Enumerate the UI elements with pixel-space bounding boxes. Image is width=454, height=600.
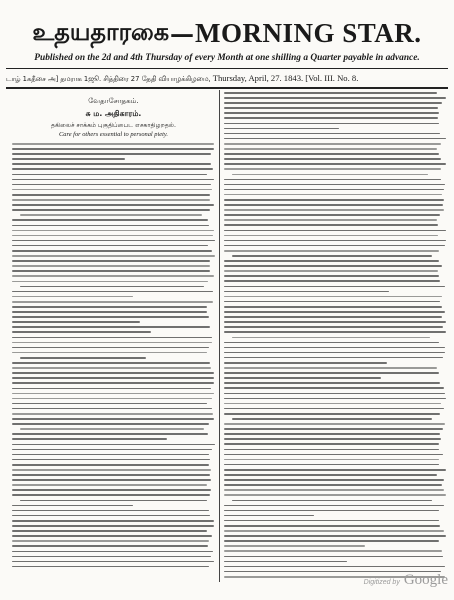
text-line	[12, 306, 207, 308]
text-line	[224, 479, 444, 481]
text-line	[12, 494, 210, 496]
section-title: வேதாசோதகம்.	[88, 96, 139, 105]
text-line	[224, 158, 441, 160]
text-line	[12, 168, 213, 170]
text-line	[224, 179, 441, 181]
text-line	[12, 260, 210, 262]
text-line	[12, 209, 210, 211]
text-line	[224, 428, 443, 430]
text-line	[224, 301, 440, 303]
text-line	[224, 219, 437, 221]
text-line	[224, 270, 438, 272]
text-line	[224, 168, 441, 170]
text-line	[224, 286, 445, 288]
text-line	[12, 433, 208, 435]
text-line	[12, 265, 210, 267]
text-line	[224, 449, 439, 451]
text-line	[12, 525, 214, 527]
digitized-watermark	[298, 572, 448, 594]
text-line	[232, 255, 432, 257]
text-line	[12, 347, 209, 349]
text-line	[12, 454, 209, 456]
watermark-prefix: Digitized by	[363, 579, 400, 586]
text-line	[224, 280, 440, 282]
text-line	[12, 398, 212, 400]
text-line	[224, 235, 438, 237]
text-line	[224, 189, 444, 191]
text-line	[12, 204, 214, 206]
column-divider	[219, 90, 220, 582]
text-line	[12, 388, 211, 390]
text-line	[224, 561, 347, 563]
text-line	[12, 449, 212, 451]
text-line	[224, 92, 437, 94]
text-line	[12, 337, 212, 339]
text-line	[12, 556, 211, 558]
text-line	[224, 566, 445, 568]
text-line	[12, 377, 214, 379]
text-line	[12, 163, 211, 165]
text-line	[224, 438, 441, 440]
text-line	[224, 138, 446, 140]
text-line	[12, 551, 213, 553]
right-column-body-text	[224, 92, 446, 578]
text-line	[12, 189, 212, 191]
text-line	[12, 418, 214, 420]
text-line	[12, 240, 215, 242]
text-line	[12, 408, 212, 410]
text-line	[224, 275, 439, 277]
text-line	[224, 163, 446, 165]
text-line	[224, 423, 445, 425]
text-line	[232, 174, 428, 176]
text-line	[12, 326, 210, 328]
text-line	[12, 250, 212, 252]
text-line	[224, 556, 443, 558]
text-line	[12, 393, 214, 395]
dateline-english: Thursday, April, 27. 1843. [Vol. III. No. 8.	[212, 73, 359, 83]
text-line	[224, 387, 444, 389]
text-line	[12, 225, 209, 227]
text-line	[12, 352, 207, 354]
article-heading: சு ம. அதிகாரம்.	[85, 109, 142, 118]
text-line	[224, 515, 314, 517]
text-line	[224, 510, 439, 512]
text-line	[12, 479, 211, 481]
text-line	[224, 393, 445, 395]
text-line	[224, 326, 443, 328]
text-line	[224, 209, 444, 211]
text-line	[12, 148, 214, 150]
text-line	[12, 158, 125, 160]
text-line	[224, 489, 444, 491]
text-line	[224, 545, 365, 547]
header-rule-top	[6, 68, 448, 69]
text-line	[224, 199, 444, 201]
text-line	[224, 250, 439, 252]
text-line	[12, 316, 209, 318]
text-line	[20, 428, 204, 430]
text-line	[12, 484, 207, 486]
text-line	[224, 123, 439, 125]
text-line	[12, 382, 214, 384]
text-line	[232, 418, 432, 420]
text-line	[224, 321, 446, 323]
text-line	[224, 459, 439, 461]
text-line	[224, 342, 439, 344]
text-line	[12, 281, 208, 283]
text-line	[224, 204, 443, 206]
text-line	[12, 174, 207, 176]
text-line	[224, 143, 441, 145]
text-line	[224, 535, 446, 537]
text-line	[224, 107, 438, 109]
text-line	[224, 331, 446, 333]
text-line	[224, 403, 441, 405]
text-line	[224, 117, 438, 119]
text-line	[224, 194, 442, 196]
text-line	[224, 454, 443, 456]
text-line	[12, 367, 211, 369]
text-line	[224, 112, 439, 114]
header-rule-bottom	[6, 87, 448, 89]
text-line	[12, 179, 214, 181]
text-line	[224, 433, 440, 435]
masthead-english-title: MORNING STAR.	[195, 17, 422, 48]
text-line	[224, 484, 442, 486]
text-line	[224, 245, 445, 247]
text-line	[12, 342, 212, 344]
text-line	[224, 296, 442, 298]
text-line	[224, 347, 445, 349]
text-line	[12, 545, 208, 547]
text-line	[12, 291, 213, 293]
left-column	[12, 96, 215, 582]
text-line	[12, 561, 214, 563]
text-line	[12, 321, 140, 323]
text-line	[232, 337, 430, 339]
text-line	[12, 301, 213, 303]
text-line	[12, 515, 210, 517]
text-line	[224, 265, 442, 267]
text-line	[12, 489, 211, 491]
text-line	[12, 459, 210, 461]
text-line	[224, 372, 439, 374]
text-line	[12, 331, 151, 333]
text-line	[224, 377, 381, 379]
text-line	[12, 362, 210, 364]
text-line	[12, 230, 214, 232]
dateline	[6, 73, 448, 85]
text-line	[224, 408, 444, 410]
text-line	[224, 505, 444, 507]
text-line	[224, 260, 439, 262]
text-line	[12, 143, 214, 145]
right-column	[224, 92, 446, 582]
text-line	[12, 444, 215, 446]
text-line	[224, 291, 389, 293]
text-line	[12, 296, 133, 298]
text-line	[224, 469, 446, 471]
text-line	[12, 275, 214, 277]
text-line	[224, 520, 439, 522]
text-line	[224, 464, 439, 466]
text-line	[12, 403, 207, 405]
left-column-body-text	[12, 143, 215, 567]
text-line	[12, 245, 208, 247]
text-line	[12, 153, 211, 155]
text-line	[20, 214, 202, 216]
text-line	[224, 494, 446, 496]
text-line	[224, 153, 439, 155]
text-line	[12, 219, 208, 221]
text-line	[232, 500, 432, 502]
text-line	[12, 199, 210, 201]
text-line	[12, 505, 133, 507]
text-line	[12, 540, 209, 542]
text-line	[12, 530, 207, 532]
text-line	[12, 311, 207, 313]
text-line	[224, 362, 387, 364]
text-line	[224, 367, 437, 369]
text-line	[12, 255, 215, 257]
text-line	[20, 500, 207, 502]
text-line	[12, 372, 214, 374]
text-line	[224, 413, 440, 415]
dateline-tamil: டாழ் 1கதீசை அ] தமராக 1ஜூ. சித்திரை 27 தேதி வியாழக்கிழமை,	[6, 75, 211, 83]
text-line	[224, 133, 440, 135]
text-line	[12, 510, 209, 512]
text-line	[12, 423, 209, 425]
text-line	[224, 214, 440, 216]
text-line	[224, 382, 440, 384]
text-line	[224, 525, 440, 527]
text-line	[12, 184, 211, 186]
text-line	[12, 474, 210, 476]
text-line	[224, 398, 446, 400]
text-line	[224, 474, 437, 476]
text-line	[224, 224, 438, 226]
publication-subtitle: Published on the 2d and 4th Thursday of every Month at one shilling a Quarter payable in advance.	[34, 53, 420, 63]
text-line	[224, 230, 446, 232]
text-line	[12, 464, 209, 466]
text-line	[224, 97, 446, 99]
text-line	[224, 148, 437, 150]
text-line	[224, 184, 445, 186]
text-line	[20, 286, 204, 288]
text-line	[224, 128, 339, 130]
text-line	[12, 194, 210, 196]
masthead-separator: —	[170, 18, 195, 48]
masthead-tamil-title: உதயதாரகை	[32, 17, 170, 46]
article-subheading: தகிலைச் சாக்கம் புகுதிப்பைட எசகாதிழறதல்.	[51, 122, 176, 129]
text-line	[12, 235, 213, 237]
text-line	[12, 413, 213, 415]
text-line	[224, 540, 439, 542]
text-line	[224, 530, 444, 532]
text-line	[224, 443, 439, 445]
text-line	[224, 316, 442, 318]
text-line	[12, 520, 214, 522]
text-line	[224, 240, 446, 242]
masthead	[8, 16, 446, 50]
text-line	[20, 357, 146, 359]
text-line	[224, 311, 445, 313]
text-line	[12, 438, 167, 440]
text-line	[12, 270, 210, 272]
google-logo: Google	[403, 572, 448, 588]
text-line	[12, 566, 209, 568]
text-line	[224, 306, 442, 308]
text-line	[224, 357, 443, 359]
text-line	[12, 535, 212, 537]
article-english-subtitle: Care for others essential to personal piety.	[59, 131, 168, 138]
text-line	[224, 550, 442, 552]
text-line	[12, 469, 211, 471]
text-line	[224, 352, 445, 354]
text-line	[224, 102, 442, 104]
